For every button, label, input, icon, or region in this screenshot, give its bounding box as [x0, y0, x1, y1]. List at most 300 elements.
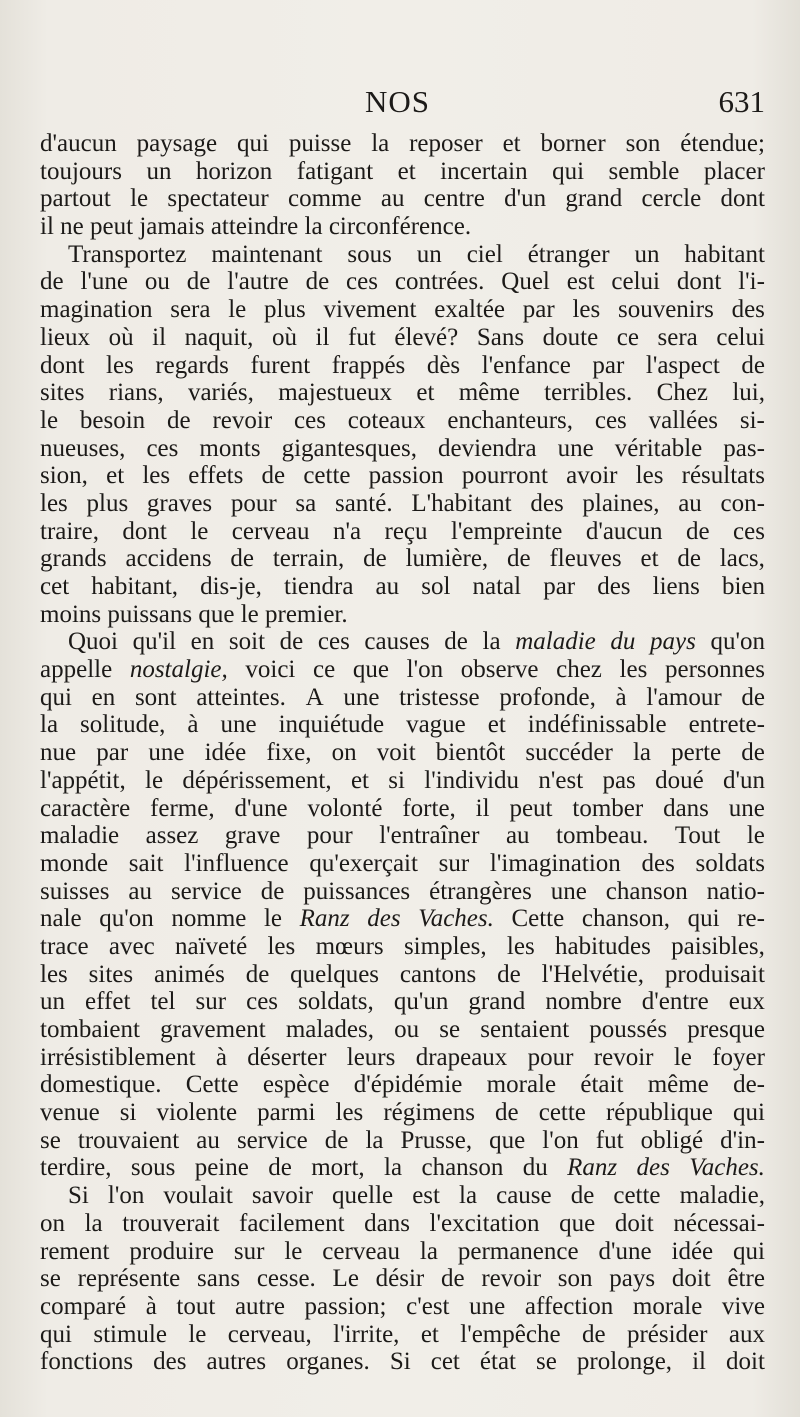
italic-word: nostalgie, — [129, 656, 228, 684]
text-line — [40, 878, 765, 906]
text-line — [40, 462, 765, 490]
word: sait — [128, 849, 164, 877]
word: permanence — [457, 1237, 579, 1265]
word: à — [615, 683, 627, 711]
word: premier. — [265, 600, 348, 628]
word: de — [363, 545, 387, 573]
word: vivement — [323, 296, 417, 324]
word: de — [677, 545, 701, 573]
word: un — [416, 240, 442, 268]
word: centre — [423, 185, 485, 213]
word: sera — [657, 323, 698, 351]
word: maladie, — [679, 1182, 765, 1210]
word: il — [475, 794, 490, 822]
word: re- — [737, 905, 765, 933]
word: de — [279, 628, 304, 656]
word: cerveau — [322, 1237, 401, 1265]
word: l'influence — [184, 849, 289, 877]
word: la — [304, 213, 329, 241]
word: qui — [236, 130, 269, 157]
word: contrées. — [394, 268, 485, 296]
word: ne — [60, 213, 91, 241]
word: dans — [663, 794, 709, 822]
word: malades, — [285, 1016, 374, 1043]
word: majestueux — [278, 379, 393, 407]
page-header — [40, 84, 765, 124]
word: service — [170, 877, 242, 905]
word: sentaient — [480, 1016, 570, 1043]
word: solitude, — [80, 711, 166, 739]
word: des — [641, 849, 675, 877]
word: espèce — [262, 1071, 330, 1099]
word: république — [605, 1099, 713, 1127]
word: Chez — [656, 379, 708, 407]
word: causes — [364, 628, 430, 656]
text-line — [40, 795, 765, 823]
word: qu'il — [132, 628, 177, 656]
word: la — [365, 1126, 384, 1154]
word: tombaient — [40, 1016, 140, 1043]
word: le — [145, 766, 164, 794]
word: qu'exerçait — [309, 849, 418, 877]
word: on — [40, 1209, 65, 1237]
word: pour — [306, 822, 353, 850]
word: ou — [144, 268, 170, 296]
word: du — [522, 1154, 548, 1182]
word: l'une — [80, 268, 129, 296]
word: le — [228, 296, 247, 324]
word: nale — [40, 905, 82, 933]
word: ou — [394, 1016, 420, 1043]
word: furent — [250, 351, 311, 379]
word: horizon — [195, 157, 273, 185]
text-line — [40, 1293, 765, 1321]
word: naïveté — [174, 932, 248, 960]
text-line — [40, 1265, 765, 1293]
word: chanson — [421, 1154, 504, 1182]
word: poussés — [589, 1016, 668, 1043]
word: rians, — [108, 379, 164, 407]
word: une — [343, 683, 380, 711]
word: par — [522, 296, 555, 324]
word: dans — [364, 1209, 410, 1237]
word: sites — [88, 960, 134, 988]
text-line — [40, 822, 765, 850]
word: d'une — [234, 794, 288, 822]
text-line — [40, 1348, 765, 1376]
word: Si — [68, 1182, 89, 1210]
word: vague — [406, 711, 466, 739]
text-line — [40, 573, 765, 601]
text-line — [40, 1016, 765, 1044]
word: traire, — [40, 517, 99, 545]
text-line — [40, 490, 765, 518]
word: irrésistiblement — [40, 1043, 196, 1071]
word: fut — [348, 323, 376, 351]
word: au — [678, 489, 702, 517]
word: domestique. — [40, 1071, 162, 1099]
text-line — [40, 988, 765, 1016]
word: au — [196, 1126, 220, 1154]
word: Tout — [674, 822, 721, 850]
word: que — [489, 1126, 526, 1154]
word: morale — [632, 1292, 703, 1320]
word: Prusse, — [400, 1126, 473, 1154]
word: Cette — [185, 1071, 239, 1099]
text-line — [40, 767, 765, 795]
word: la — [459, 1182, 478, 1210]
text-line — [40, 352, 765, 380]
word: la — [632, 739, 652, 767]
word: foyer — [712, 1043, 765, 1071]
word: élevé? — [394, 323, 459, 351]
text-line — [40, 545, 765, 573]
word: passion; — [304, 1292, 387, 1320]
word: un — [146, 157, 172, 185]
word: prolonge, — [576, 1348, 673, 1376]
text-line — [40, 739, 765, 767]
word: étendue; — [680, 130, 765, 157]
word: et — [487, 711, 506, 739]
word: sion, — [40, 462, 88, 490]
word: se — [40, 1265, 61, 1293]
word: autre — [234, 1292, 285, 1320]
word: le — [40, 406, 59, 434]
word: presque — [687, 1016, 765, 1043]
running-head: NOS — [365, 84, 431, 119]
text-line — [40, 656, 765, 684]
word: savoir — [251, 1182, 313, 1210]
word: même — [647, 1071, 709, 1099]
word: l'empêche — [460, 1320, 561, 1348]
word: et — [350, 766, 369, 794]
word: nécessai- — [673, 1209, 765, 1237]
word: cerveau — [231, 517, 310, 545]
word: l'i- — [738, 268, 765, 296]
word: puisse — [288, 130, 352, 157]
word: avec — [108, 932, 155, 960]
word: affection — [524, 1292, 614, 1320]
word: cerveau, — [227, 1320, 312, 1348]
text-line — [40, 905, 765, 933]
word: la — [384, 1154, 403, 1182]
word: les — [267, 932, 296, 960]
word: qui — [732, 1099, 765, 1127]
word: semble — [608, 157, 680, 185]
word: représente — [77, 1265, 181, 1293]
word: ces — [594, 406, 627, 434]
word: de — [741, 351, 765, 379]
word: ferme, — [150, 794, 215, 822]
word: morale — [486, 1071, 557, 1099]
word: le — [188, 1320, 207, 1348]
word: était — [580, 1071, 624, 1099]
word: l'imagination — [489, 849, 621, 877]
word: habitant — [684, 240, 765, 268]
word: l'empreinte — [450, 517, 563, 545]
text-line — [40, 1071, 765, 1099]
word: con- — [720, 489, 765, 517]
word: d'un — [722, 766, 765, 794]
text-line — [40, 130, 765, 158]
word: quelle — [332, 1182, 394, 1210]
text-line — [40, 518, 765, 546]
word: de- — [733, 1071, 765, 1099]
word: revoir — [481, 1265, 542, 1293]
italic-word: des — [636, 1154, 670, 1182]
word: les — [635, 462, 664, 490]
word: puissans — [107, 600, 199, 628]
italic-word: des — [367, 905, 401, 933]
word: l'excitation — [429, 1209, 540, 1237]
word: qu'on — [99, 905, 154, 933]
word: produire — [129, 1237, 215, 1265]
word: de — [741, 739, 765, 767]
word: cause — [496, 1182, 552, 1210]
word: à — [187, 711, 199, 739]
word: de — [497, 960, 521, 988]
word: à — [145, 1292, 157, 1320]
word: fixe, — [266, 739, 312, 767]
word: par — [543, 573, 576, 600]
word: doit — [671, 1265, 711, 1293]
word: le — [130, 185, 149, 213]
word: où — [271, 323, 297, 351]
word: l'enfance — [481, 351, 571, 379]
word: reposer — [409, 130, 483, 157]
word: tout — [176, 1292, 216, 1320]
word: appelle — [40, 656, 113, 684]
word: maladie — [40, 822, 120, 850]
word: aux — [728, 1320, 765, 1348]
italic-word: du — [610, 628, 636, 656]
word: étranger — [527, 240, 610, 268]
word: tel — [150, 988, 176, 1016]
word: terdire, — [40, 1154, 112, 1182]
word: de — [324, 1126, 349, 1154]
word: sont — [134, 683, 177, 711]
italic-word: Ranz — [299, 905, 350, 933]
word: mort, — [311, 1154, 365, 1182]
word: chanson, — [581, 905, 671, 933]
word: le — [673, 1043, 692, 1071]
word: ce — [313, 656, 336, 684]
word: fleuves — [549, 545, 622, 573]
word: sera — [170, 296, 211, 324]
word: de — [40, 268, 64, 296]
word: d'épidémie — [353, 1071, 463, 1099]
word: ces — [246, 988, 279, 1016]
word: bientôt — [435, 739, 506, 767]
text-line — [40, 407, 765, 435]
word: chez — [556, 656, 602, 684]
word: observe — [460, 656, 539, 684]
text-line — [40, 213, 765, 241]
word: et — [420, 1320, 439, 1348]
text-line — [40, 1321, 765, 1349]
word: voulait — [163, 1182, 233, 1210]
word: d'un — [504, 185, 547, 213]
word: tristesse — [399, 683, 480, 711]
word: dont — [40, 351, 85, 379]
text-line — [40, 1099, 765, 1127]
word: nombre — [545, 988, 622, 1016]
word: accidens — [125, 545, 212, 573]
word: de — [186, 268, 211, 296]
word: sans — [197, 1265, 241, 1293]
word: forte, — [402, 794, 456, 822]
word: de — [507, 545, 531, 573]
word: résultats — [681, 462, 765, 490]
word: de — [441, 1265, 465, 1293]
text-line — [40, 601, 765, 629]
word: un — [40, 988, 65, 1016]
word: santé. — [334, 489, 393, 517]
word: habitant, — [91, 573, 179, 600]
word: gigantesques, — [281, 434, 417, 462]
word: au — [128, 877, 153, 905]
text-line — [40, 1210, 765, 1238]
word: de — [685, 517, 710, 545]
word: celui — [716, 323, 765, 351]
word: présider — [626, 1320, 708, 1348]
italic-word: maladie — [515, 628, 596, 656]
word: simples, — [403, 932, 487, 960]
word: sous — [130, 1154, 176, 1182]
word: cette — [538, 1099, 586, 1127]
italic-word: Vaches. — [689, 1154, 765, 1182]
word: incertain — [440, 157, 528, 185]
word: pas- — [723, 434, 765, 462]
word: de — [230, 545, 254, 573]
word: ces — [294, 406, 326, 434]
word: les — [40, 489, 68, 517]
word: la — [419, 1237, 438, 1265]
word: d'in- — [720, 1126, 765, 1154]
word: doué — [655, 766, 704, 794]
word: tombeau. — [556, 822, 649, 850]
word: Sans — [476, 323, 525, 351]
word: fatigant — [296, 157, 374, 185]
word: des — [731, 296, 765, 324]
word: trace — [40, 932, 89, 960]
word: grands — [40, 545, 107, 573]
word: la — [371, 130, 390, 157]
word: Si — [389, 1348, 411, 1376]
text-line — [40, 1182, 765, 1210]
text-line — [40, 628, 765, 656]
word: regards — [155, 351, 229, 379]
word: vive — [721, 1292, 765, 1320]
word: de — [167, 406, 191, 434]
text-line — [40, 1044, 765, 1072]
word: il — [152, 323, 167, 351]
word: assez — [145, 822, 199, 850]
word: effet — [85, 988, 131, 1016]
word: à — [215, 1043, 227, 1071]
word: fut — [595, 1126, 624, 1154]
word: effets — [188, 462, 244, 490]
text-line — [40, 1154, 765, 1182]
word: Le — [332, 1265, 359, 1293]
word: cet — [40, 573, 70, 600]
word: puissances — [303, 877, 411, 905]
word: rement — [40, 1237, 110, 1265]
word: drapeaux — [415, 1043, 508, 1071]
text-line — [40, 268, 765, 296]
word: le — [284, 1237, 303, 1265]
word: l'aspect — [645, 351, 720, 379]
word: dont — [676, 268, 722, 296]
word: organes. — [286, 1348, 370, 1376]
word: personnes — [664, 656, 765, 684]
word: spectateur — [167, 185, 269, 213]
word: ciel — [466, 240, 503, 268]
word: toujours — [40, 157, 122, 185]
word: que — [198, 600, 241, 628]
word: une — [728, 794, 765, 822]
word: moins — [40, 600, 108, 628]
word: Quel — [501, 268, 550, 296]
word: natio- — [706, 877, 765, 905]
word: de — [261, 462, 286, 490]
word: l'on — [542, 1126, 579, 1154]
word: trouvaient — [77, 1126, 180, 1154]
word: de — [268, 1154, 292, 1182]
word: monts — [199, 434, 261, 462]
word: animés — [153, 960, 225, 988]
word: qui — [552, 157, 585, 185]
word: de — [570, 1182, 595, 1210]
word: tomber — [572, 794, 644, 822]
word: naquit, — [184, 323, 254, 351]
word: plus — [86, 489, 129, 517]
word: d'une — [598, 1237, 652, 1265]
word: que — [559, 1209, 596, 1237]
word: une — [469, 1292, 506, 1320]
word: grave — [224, 822, 281, 850]
word: de — [741, 683, 765, 711]
word: plus — [264, 296, 306, 324]
italic-word: Ranz — [567, 1154, 618, 1182]
word: une — [220, 711, 257, 739]
word: le — [240, 600, 266, 628]
word: ce — [616, 323, 639, 351]
word: obligé — [640, 1126, 704, 1154]
word: une — [557, 434, 594, 462]
word: L'habitant — [411, 489, 512, 517]
word: ces — [317, 628, 350, 656]
word: par — [96, 739, 129, 767]
text-line — [40, 850, 765, 878]
word: grand — [565, 185, 623, 213]
word: dépérissement, — [182, 766, 332, 794]
word: inquiétude — [278, 711, 385, 739]
word: une — [148, 739, 185, 767]
word: sites — [40, 379, 85, 407]
word: circonférence. — [328, 213, 472, 241]
word: même — [458, 379, 520, 407]
word: que — [352, 656, 389, 684]
text-line — [40, 1127, 765, 1155]
word: comme — [288, 185, 362, 213]
word: l'irrite, — [333, 1320, 400, 1348]
word: l'on — [107, 1182, 145, 1210]
text-line — [40, 1238, 765, 1266]
word: les — [142, 462, 171, 490]
word: parmi — [257, 1099, 316, 1127]
word: indéfinissable — [527, 711, 667, 739]
